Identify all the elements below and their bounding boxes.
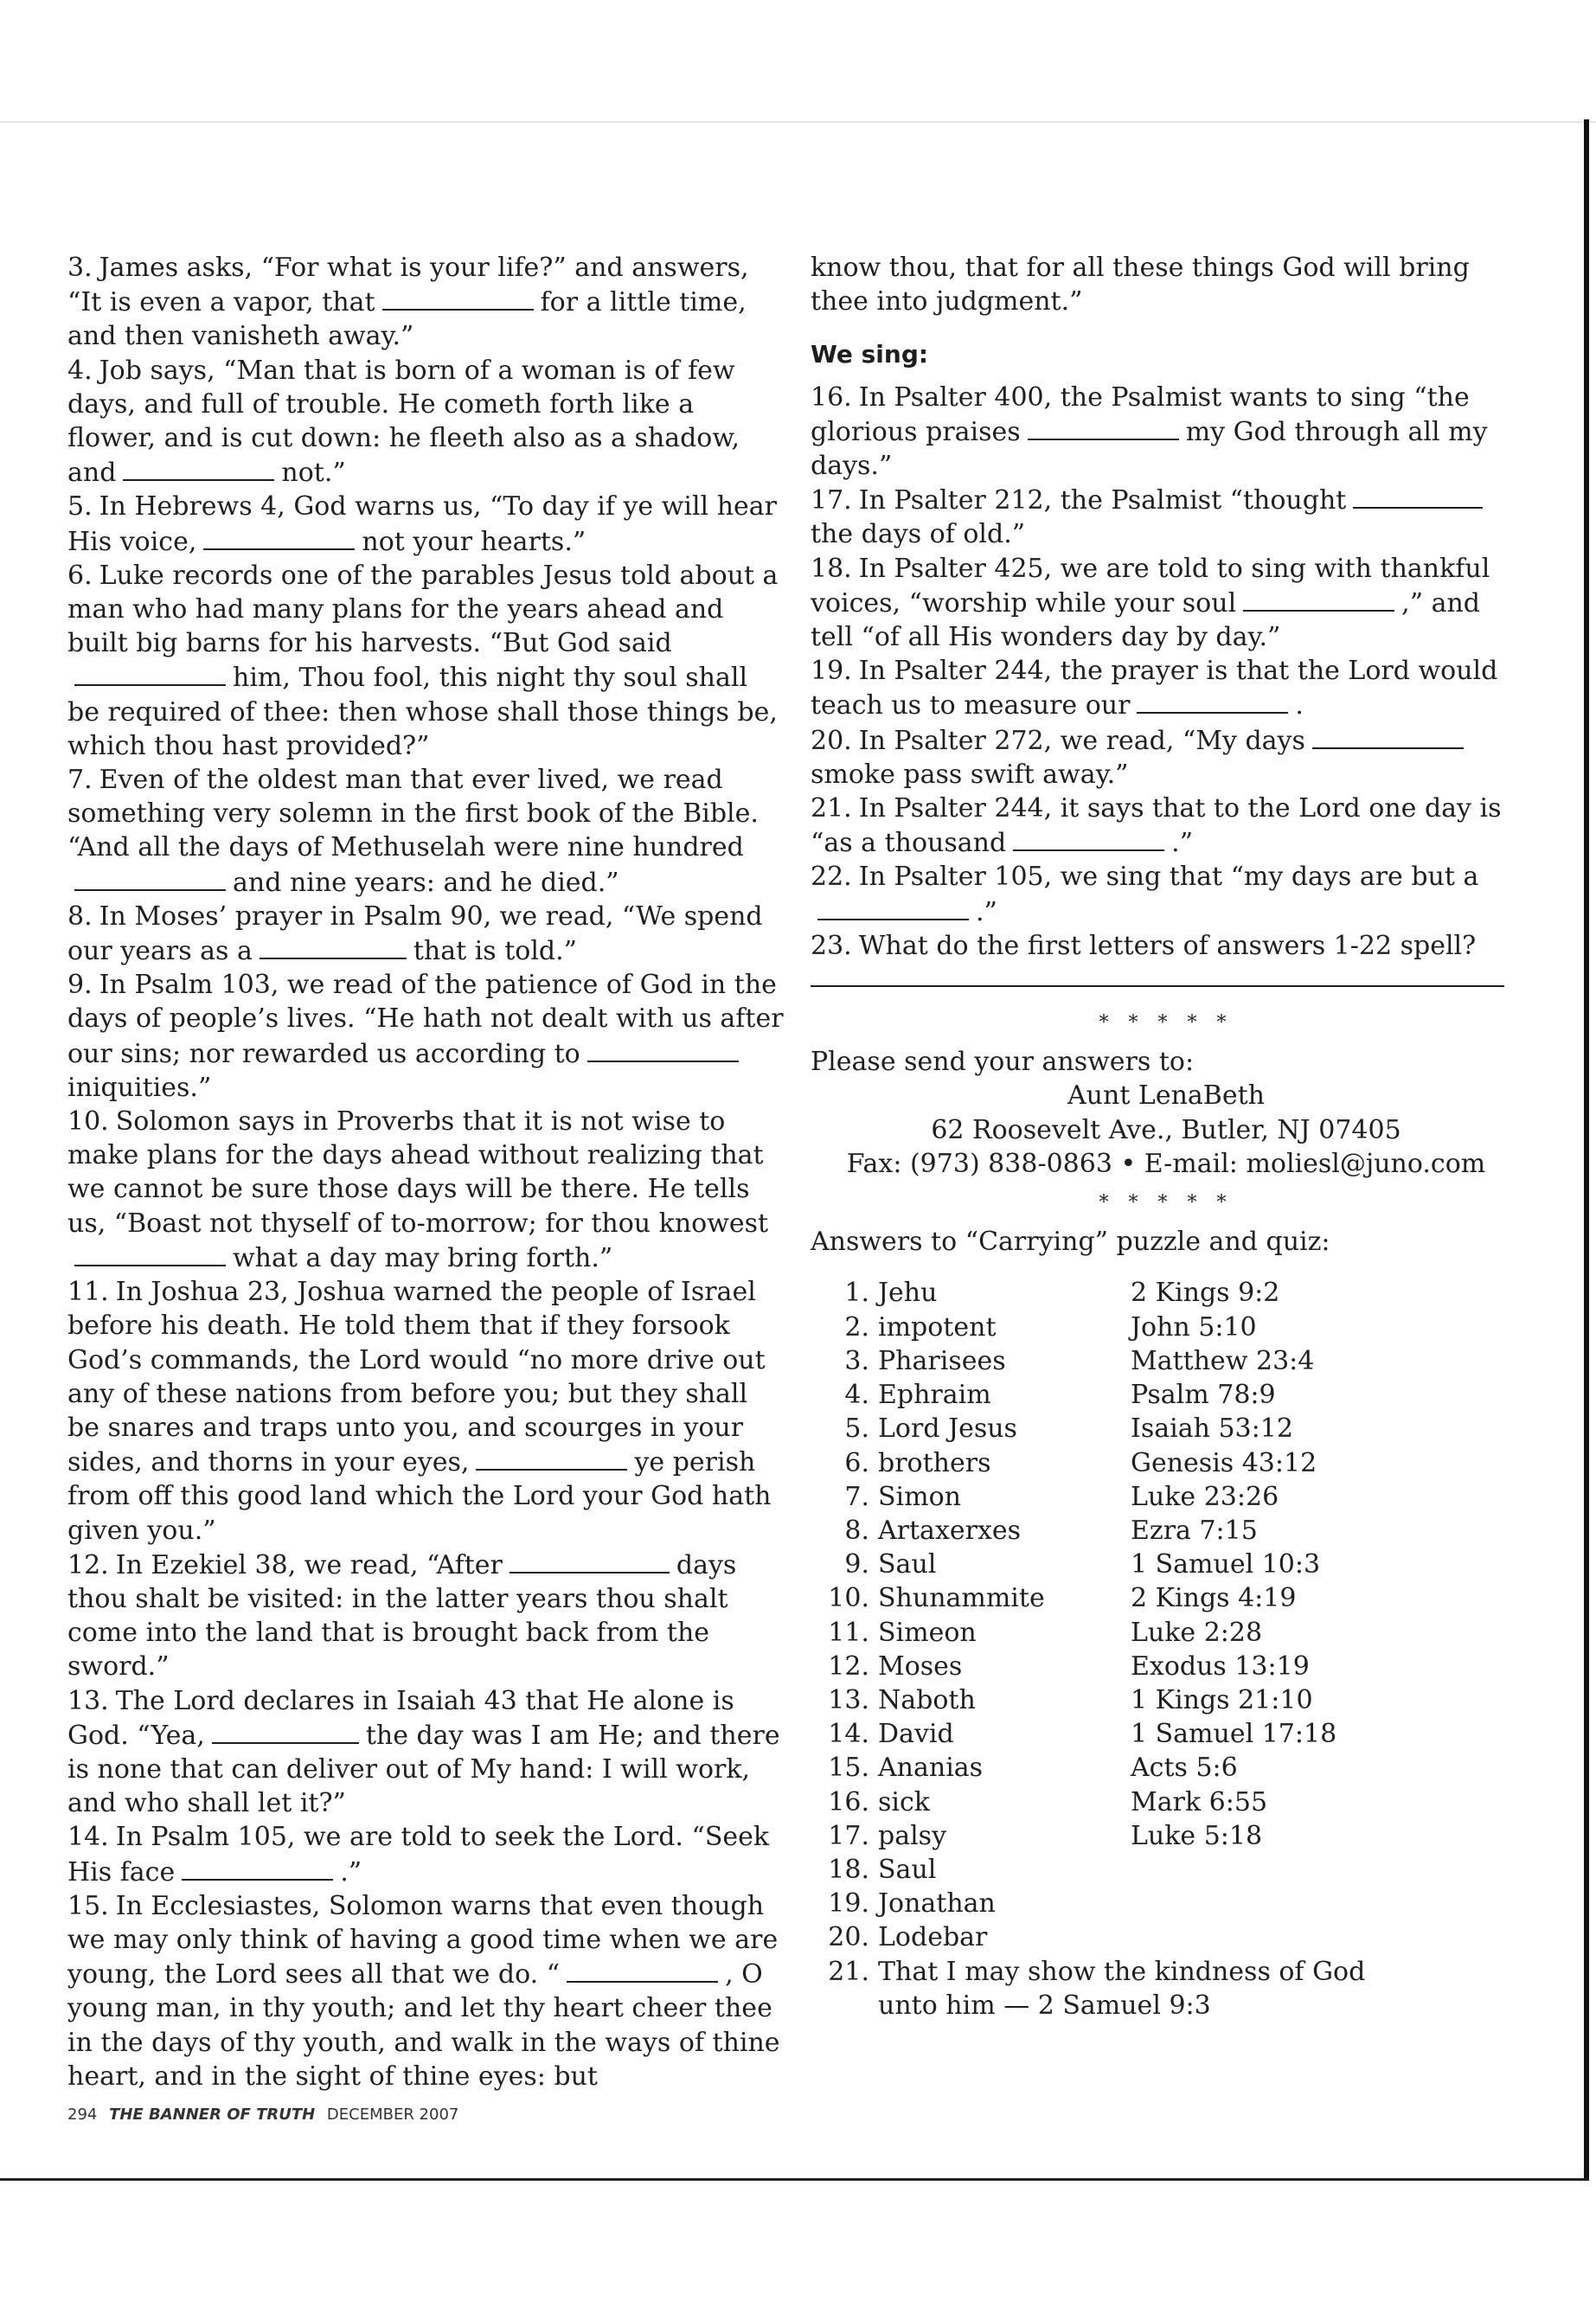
right-column <box>811 251 1522 2022</box>
answer-row: 15. Ananias Acts 5:6 <box>828 1753 1238 1784</box>
question-19: 19. In Psalter 244, the prayer is that the Lord would teach us to measure our . <box>811 656 1498 721</box>
answer-row: 10. Shunammite 2 Kings 4:19 <box>828 1583 1297 1614</box>
answer-blank[interactable] <box>182 1855 333 1881</box>
answer-row: 18. Saul <box>828 1854 937 1885</box>
answer-row: 4. Ephraim Psalm 78:9 <box>844 1380 1276 1411</box>
answer-row: 13. Naboth 1 Kings 21:10 <box>828 1684 1313 1715</box>
answer-blank[interactable] <box>587 1036 739 1062</box>
question-9: 9. In Psalm 103, we read of the patience of God in the days of people’s lives. “He hath not dealt with us after our sins; nor rewarded us according toiniquities.” <box>67 970 784 1103</box>
answer-blank[interactable] <box>1243 586 1394 612</box>
magazine-title: THE BANNER OF TRUTH <box>109 2106 316 2124</box>
answer-row: 12. Moses Exodus 13:19 <box>828 1650 1310 1682</box>
separator-stars: * * * * * <box>1099 1192 1234 1215</box>
answer-23-blank[interactable] <box>811 980 1504 987</box>
question-23: 23. What do the first letters of answers 1-22 spell? <box>811 930 1477 961</box>
answer-row: 7. Simon Luke 23:26 <box>844 1481 1279 1512</box>
answer-row: 17. palsy Luke 5:18 <box>828 1820 1263 1851</box>
page-edge <box>1584 119 1589 2178</box>
answer-row-21: 21. That I may show the kindness of God <box>828 1956 1366 1987</box>
answers-list <box>811 1276 1522 2022</box>
question-18: 18. In Psalter 425, we are told to sing with thankful voices, “worship while your soul ,” and tell “of all His wonders day by day.” <box>811 553 1490 653</box>
question-8: 8. In Moses’ prayer in Psalm 90, we read, “We spend our years as a that is told.” <box>67 901 763 967</box>
answer-row: 5. Lord Jesus Isaiah 53:12 <box>844 1413 1293 1445</box>
answer-row: 9. Saul 1 Samuel 10:3 <box>844 1549 1321 1580</box>
question-21: 21. In Psalter 244, it says that to the Lord one day is “as a thousand .” <box>811 793 1502 859</box>
question-11: 11. In Joshua 23, Joshua warned the people of Israel before his death. He told them that if they forsook God’s commands, the Lord would “no more drive out any of these nations from before you; but they shall be snares and traps unto you, and scourges in your sides, and thorns in your eyes, ye perish from off this good land which the Lord your God hath given you.” <box>67 1277 772 1546</box>
answer-blank[interactable] <box>74 1240 226 1266</box>
answer-row: 2. impotent John 5:10 <box>844 1311 1257 1343</box>
address-contact: Fax: (973) 838-0863 • E-mail: moliesl@juno.com <box>846 1148 1486 1179</box>
answer-blank[interactable] <box>74 865 226 891</box>
answer-row: 6. brothers Genesis 43:12 <box>844 1447 1317 1478</box>
answer-blank[interactable] <box>476 1445 627 1471</box>
answer-blank[interactable] <box>74 660 226 686</box>
question-5: 5. In Hebrews 4, God warns us, “To day if ye will hear His voice, not your hearts.” <box>67 491 777 557</box>
answer-row-21-continued: unto him — 2 Samuel 9:3 <box>878 1990 1211 2021</box>
question-12: 12. In Ezekiel 38, we read, “After days thou shalt be visited: in the latter years thou shalt come into the land that is brought back from the sword.” <box>67 1548 785 1684</box>
we-sing-heading: We sing: <box>811 340 929 369</box>
answer-row: 14. David 1 Samuel 17:18 <box>828 1719 1337 1750</box>
issue-date: DECEMBER 2007 <box>326 2106 459 2124</box>
answer-row: 3. Pharisees Matthew 23:4 <box>844 1345 1315 1376</box>
answer-blank[interactable] <box>1013 825 1164 851</box>
question-17: 17. In Psalter 212, the Psalmist “thoughtthe days of old.” <box>811 483 1522 551</box>
answer-row: 20. Lodebar <box>828 1922 988 1953</box>
question-7: 7. Even of the oldest man that ever lived, we read something very solemn in the first book of the Bible. “And all the days of Methuselah were nine hundredand nine years: and he died.” <box>67 765 759 898</box>
address-name: Aunt LenaBeth <box>1067 1080 1265 1112</box>
answer-blank[interactable] <box>123 455 274 481</box>
answer-row: 1. Jehu 2 Kings 9:2 <box>844 1278 1280 1309</box>
answers-heading: Answers to “Carrying” puzzle and quiz: <box>811 1227 1330 1258</box>
answer-blank[interactable] <box>1312 723 1464 749</box>
question-22: 22. In Psalter 105, we sing that “my days are but a.” <box>811 862 1479 927</box>
answer-blank[interactable] <box>1028 414 1179 440</box>
answer-blank[interactable] <box>1137 688 1288 714</box>
answer-blank[interactable] <box>510 1548 670 1574</box>
answer-blank[interactable] <box>1353 483 1483 509</box>
answer-row: 11. Simeon Luke 2:28 <box>828 1617 1263 1648</box>
answer-row: 19. Jonathan <box>828 1888 996 1920</box>
top-rule <box>0 121 1596 123</box>
question-14: 14. In Psalm 105, we are told to seek the Lord. “Seek His face .” <box>67 1822 770 1888</box>
answer-row: 8. Artaxerxes Ezra 7:15 <box>844 1515 1258 1546</box>
answer-blank[interactable] <box>567 1957 718 1983</box>
answer-blank[interactable] <box>382 285 534 311</box>
answer-blank[interactable] <box>203 524 355 550</box>
address-street: 62 Roosevelt Ave., Butler, NJ 07405 <box>931 1114 1401 1145</box>
page-footer <box>67 2106 458 2124</box>
page-number: 294 <box>67 2106 98 2124</box>
question-6: 6. Luke records one of the parables Jesus told about a man who had many plans for the years ahead and built big barns for his harvests. “But God saidhim, Thou fool, this night thy soul shall be required of thee: then whose shall those things be, which thou hast provided?” <box>67 560 779 761</box>
question-10: 10. Solomon says in Proverbs that it is not wise to make plans for the days ahead without realizing that we cannot be sure those days will be there. He tells us, “Boast not thyself of to-morrow; for thou knowestwhat a day may bring forth.” <box>67 1106 769 1273</box>
question-15-continued: know thou, that for all these things God will bring thee into judgment.” <box>811 253 1470 317</box>
answer-blank[interactable] <box>212 1718 359 1744</box>
question-15: 15. In Ecclesiastes, Solomon warns that even though we may only think of having a good time when we are young, the Lord sees all that we do. “ , O young man, in thy youth; and let thy heart cheer thee in the days of thy youth, and walk in the ways of thine heart, and in the sight of thine eyes: but <box>67 1890 780 2092</box>
answer-row: 16. sick Mark 6:55 <box>828 1786 1268 1817</box>
left-column <box>67 251 785 2093</box>
question-13: 13. The Lord declares in Isaiah 43 that He alone is God. “Yea, the day was I am He; and there is none that can deliver out of My hand: I will work, and who shall let it?” <box>67 1685 780 1819</box>
question-16: 16. In Psalter 400, the Psalmist wants to sing “the glorious praises my God through all my days.” <box>811 381 1488 482</box>
bottom-rule <box>0 2178 1589 2181</box>
question-4: 4. Job says, “Man that is born of a woman is of few days, and full of trouble. He cometh forth like a flower, and is cut down: he fleeth also as a shadow, and not.” <box>67 355 740 489</box>
send-answers-heading: Please send your answers to: <box>811 1047 1195 1078</box>
question-3: 3. James asks, “For what is your life?” and answers, “It is even a vapor, that for a little time, and then vanisheth away.” <box>67 253 749 352</box>
answer-blank[interactable] <box>817 894 969 920</box>
separator-stars: * * * * * <box>1099 1012 1234 1035</box>
question-20: 20. In Psalter 272, we read, “My dayssmoke pass swift away.” <box>811 723 1522 792</box>
answer-blank[interactable] <box>260 933 407 959</box>
